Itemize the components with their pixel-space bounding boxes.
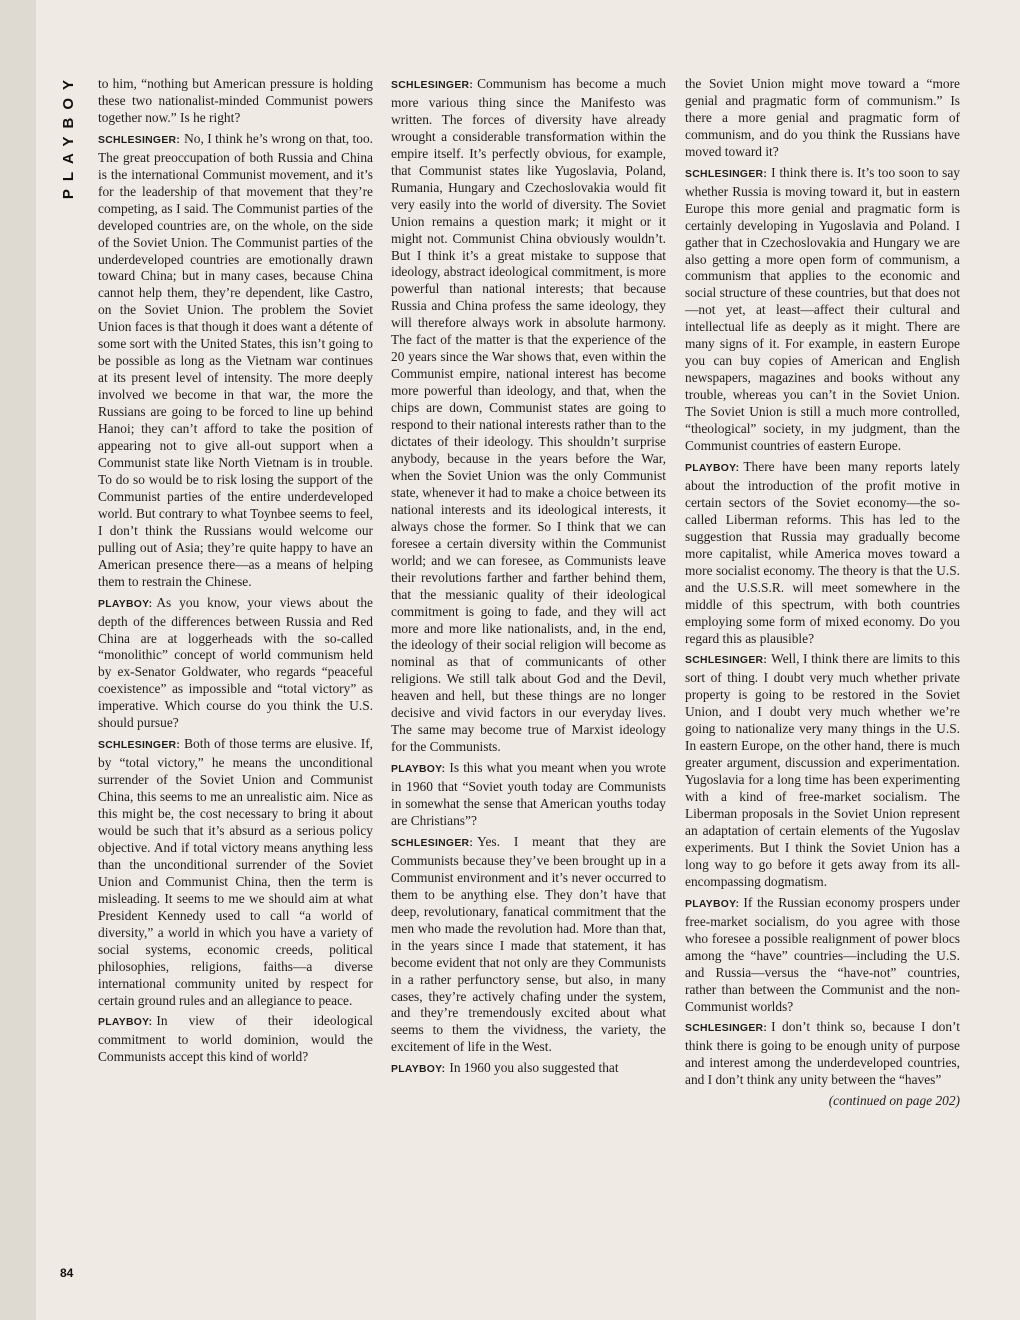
paragraph-text: Yes. I meant that they are Communists because they’ve been brought up in a Communist environment and it’s never occurred to them to be anything else. They don’t have that deep, revolutionary, fanatical commitment that the men who made the revolution had. More than that, in the years since I made that statement, it has become evident that not only are they Communists in a rather perfunctory sense, but also, in many cases, they’re actively chafing under the system, and they’re tremendously excited about what seems to them the vividness, the variety, the excitement of life in the West. bbox=[391, 833, 666, 1055]
interview-paragraph bbox=[685, 651, 960, 890]
paragraph-text: No, I think he’s wrong on that, too. The great preoccupation of both Russia and China is the international Communist movement, and it’s for the leadership of that movement that they’re competing, as I said. The Communist parties of the developed countries are, on the whole, on the side of the Soviet Union. The Communist parties of the underdeveloped countries are emotionally drawn toward China; but in many cases, because China cannot help them, they’re dependent, like Castro, on the Soviet Union. The problem the Soviet Union faces is that though it does want a détente of some sort with the United States, this isn’t going to be possible as long as the Vietnam war continues at its present level of intensity. The more deeply involved we become in that war, the more the Russians are going to be forced to line up behind Hanoi; they can’t afford to take the position of appearing not to give all-out support when a Communist state like North Vietnam is in trouble. To do so would be to risk losing the support of the Communist parties of the entire underdeveloped world. But contrary to what Toynbee seems to feel, I don’t think the Russians would welcome our pulling out of Asia; they’re quite happy to have an American presence there—as a means of helping them to restrain the Chinese. bbox=[98, 130, 373, 589]
text-column-1 bbox=[98, 76, 373, 1070]
paragraph-text: I think there is. It’s too soon to say whether Russia is moving toward it, but in eastern Europe this more genial and pragmatic form is certainly developing in Yugoslavia and Poland. I gather that in Czechoslovakia and Hungary we are also getting a more open form of communism, a communism that applies to the economic and social structure of these countries, but that does not—not yet, at least—affect their cultural and intellectual life as deeply as it might. There are many signs of it. For example, in eastern Europe you can buy copies of American and English newspapers, magazines and books without any trouble, whereas you can’t in the Soviet Union. The Soviet Union is still a much more controlled, “theological” society, in my judgment, than the Communist countries of eastern Europe. bbox=[685, 164, 960, 454]
interview-paragraph bbox=[98, 736, 373, 1009]
paragraph-text: the Soviet Union might move toward a “more genial and pragmatic form of communism.” Is there a more genial and pragmatic form of communism, and do you think the Russians have moved toward it? bbox=[685, 76, 960, 159]
paragraph-text: If the Russian economy prospers under free-market socialism, do you agree with those who foresee a possible realignment of power blocs among the “have” countries—including the U.S. and Russia—versus the “have-not” countries, rather than between the Communist and the non-Communist worlds? bbox=[685, 894, 960, 1014]
interview-paragraph bbox=[685, 165, 960, 455]
interview-paragraph bbox=[98, 1013, 373, 1066]
paragraph-text: In view of their ideological commitment to world dominion, would the Communists accept this kind of world? bbox=[98, 1013, 373, 1065]
speaker-label: PLAYBOY: bbox=[685, 898, 740, 910]
speaker-label: SCHLESINGER: bbox=[98, 740, 181, 752]
speaker-label: SCHLESINGER: bbox=[685, 168, 768, 180]
interview-paragraph bbox=[391, 760, 666, 830]
interview-paragraph bbox=[391, 834, 666, 1056]
speaker-label: SCHLESINGER: bbox=[685, 1023, 768, 1035]
interview-paragraph bbox=[98, 76, 373, 127]
paragraph-text: Is this what you meant when you wrote in 1960 that “Soviet youth today are Communists in somewhat the sense that American youths today are Christians”? bbox=[391, 760, 666, 828]
speaker-label: PLAYBOY: bbox=[98, 1017, 153, 1029]
paragraph-text: Well, I think there are limits to this sort of thing. I doubt very much whether private property is going to be restored in the Soviet Union, and I doubt very much whether we’re going to nationalize very many things in the U.S. In eastern Europe, on the other hand, there is much greater argument, discussion and experimentation. Yugoslavia for a long time has been experimenting with a kind of free-market socialism. The Liberman proposals in the Soviet Union represent an adaptation of certain elements of the Yugoslav experiments. But I think the Soviet Union has a long way to go before it gets away from its all-encompassing dogmatism. bbox=[685, 651, 960, 889]
speaker-label: SCHLESINGER: bbox=[391, 80, 474, 91]
interview-paragraph bbox=[685, 76, 960, 161]
speaker-label: PLAYBOY: bbox=[391, 764, 446, 776]
speaker-label: SCHLESINGER: bbox=[685, 655, 768, 667]
interview-paragraph bbox=[98, 595, 373, 733]
paragraph-text: I don’t think so, because I don’t think there is going to be enough unity of purpose and interest among the underdeveloped countries, and I don’t think any unity between the “haves” bbox=[685, 1019, 960, 1088]
continued-note: (continued on page 202) bbox=[828, 1093, 960, 1109]
masthead-vertical: PLAYBOY bbox=[60, 72, 77, 200]
text-column-2 bbox=[391, 76, 666, 1083]
speaker-label: SCHLESINGER: bbox=[391, 837, 474, 849]
page-number: 84 bbox=[60, 1266, 74, 1280]
paragraph-text: Both of those terms are elusive. If, by “total victory,” he means the unconditional surrender of the Soviet Union and Communist China, this seems to me an unrealistic aim. Nice as this might be, the cost necessary to bring it about would be such that it’s absurd as a serious policy objective. And if total victory means anything less than the unconditional surrender of the Soviet Union and Communist China, then the term is misleading. It seems to me we should aim at what President Kennedy used to call “a world of diversity,” a world in which you have a variety of social systems, economic creeds, political philosophies, religions, faiths—a diverse international community united by respect for certain ground rules and an allegiance to peace. bbox=[98, 736, 373, 1008]
paragraph-text: to him, “nothing but American pressure is holding these two nationalist-minded Communist powers together now.” Is he right? bbox=[98, 76, 373, 125]
speaker-label: SCHLESINGER: bbox=[98, 134, 181, 146]
text-column-3 bbox=[685, 76, 960, 1114]
paragraph-text: There have been many reports lately about the introduction of the profit motive in certain sectors of the Soviet economy—the so-called Liberman reforms. This has led to the suggestion that Russia may gradually become more capitalist, while America moves toward a more socialist economy. The theory is that the U.S. and the U.S.S.R. will meet somewhere in the middle of this spectrum, with both countries employing some form of mixed economy. Do you regard this as plausible? bbox=[685, 458, 960, 646]
speaker-label: PLAYBOY: bbox=[685, 462, 740, 474]
interview-paragraph bbox=[685, 1019, 960, 1089]
interview-paragraph bbox=[98, 131, 373, 591]
paragraph-text: As you know, your views about the depth of the differences between Russia and Red China are at loggerheads with the so-called “monolithic” concept of world communism held by ex-Senator Goldwater, who regards “peaceful coexistence” as impossible and “total victory” as imperative. Which course do you think the U.S. should pursue? bbox=[98, 594, 373, 731]
speaker-label: PLAYBOY: bbox=[98, 598, 153, 610]
interview-paragraph bbox=[685, 895, 960, 1016]
interview-paragraph bbox=[685, 459, 960, 647]
paragraph-text: In 1960 you also suggested that bbox=[449, 1060, 619, 1076]
paragraph-text: Communism has become a much more various thing since the Manifesto was written. The forces of diversity have already wrought a considerable transformation within the empire itself. It’s perfectly obvious, for example, that Communist states like Yugoslavia, Poland, Rumania, Hungary and Czechoslovakia would fit very easily into the world of diversity. The Soviet Union remains a question mark; it might or it might not. Communist China obviously wouldn’t. But I think it’s a great mistake to suppose that ideology, abstract ideological commitment, is more powerful than national interests; that because Russia and China profess the same ideology, they will therefore always work in absolute harmony. The fact of the matter is that the experience of the 20 years since the War shows that, even within the Communist empire, national interest has become more powerful than ideology, and that, when the chips are down, Communist states are going to respond to their national interests rather than to the dictates of their ideology. This shouldn’t surprise anybody, because in the years before the War, when the Soviet Union was the only Communist state, whenever it had to make a choice between its national interests and its ideological interests, it always chose the former. So I think that we can foresee a certain diversity within the Communist world; and we can foresee, as Communists leave their revolutions farther and farther behind them, that the messianic quality of their ideological commitment is going to fade, and they will act more and more like nationalists, and, in the end, the ideology of their social religion will become as nominal as that of communicants of other religions. We still talk about God and the Devil, heaven and hell, but these things are no longer decisive and vivid factors in our everyday lives. The same may become true of Marxist ideology for the Communists. bbox=[391, 76, 666, 755]
interview-paragraph bbox=[391, 76, 666, 756]
page-edge-strip bbox=[0, 0, 36, 1320]
speaker-label: PLAYBOY: bbox=[391, 1064, 446, 1076]
interview-paragraph bbox=[391, 1060, 666, 1079]
